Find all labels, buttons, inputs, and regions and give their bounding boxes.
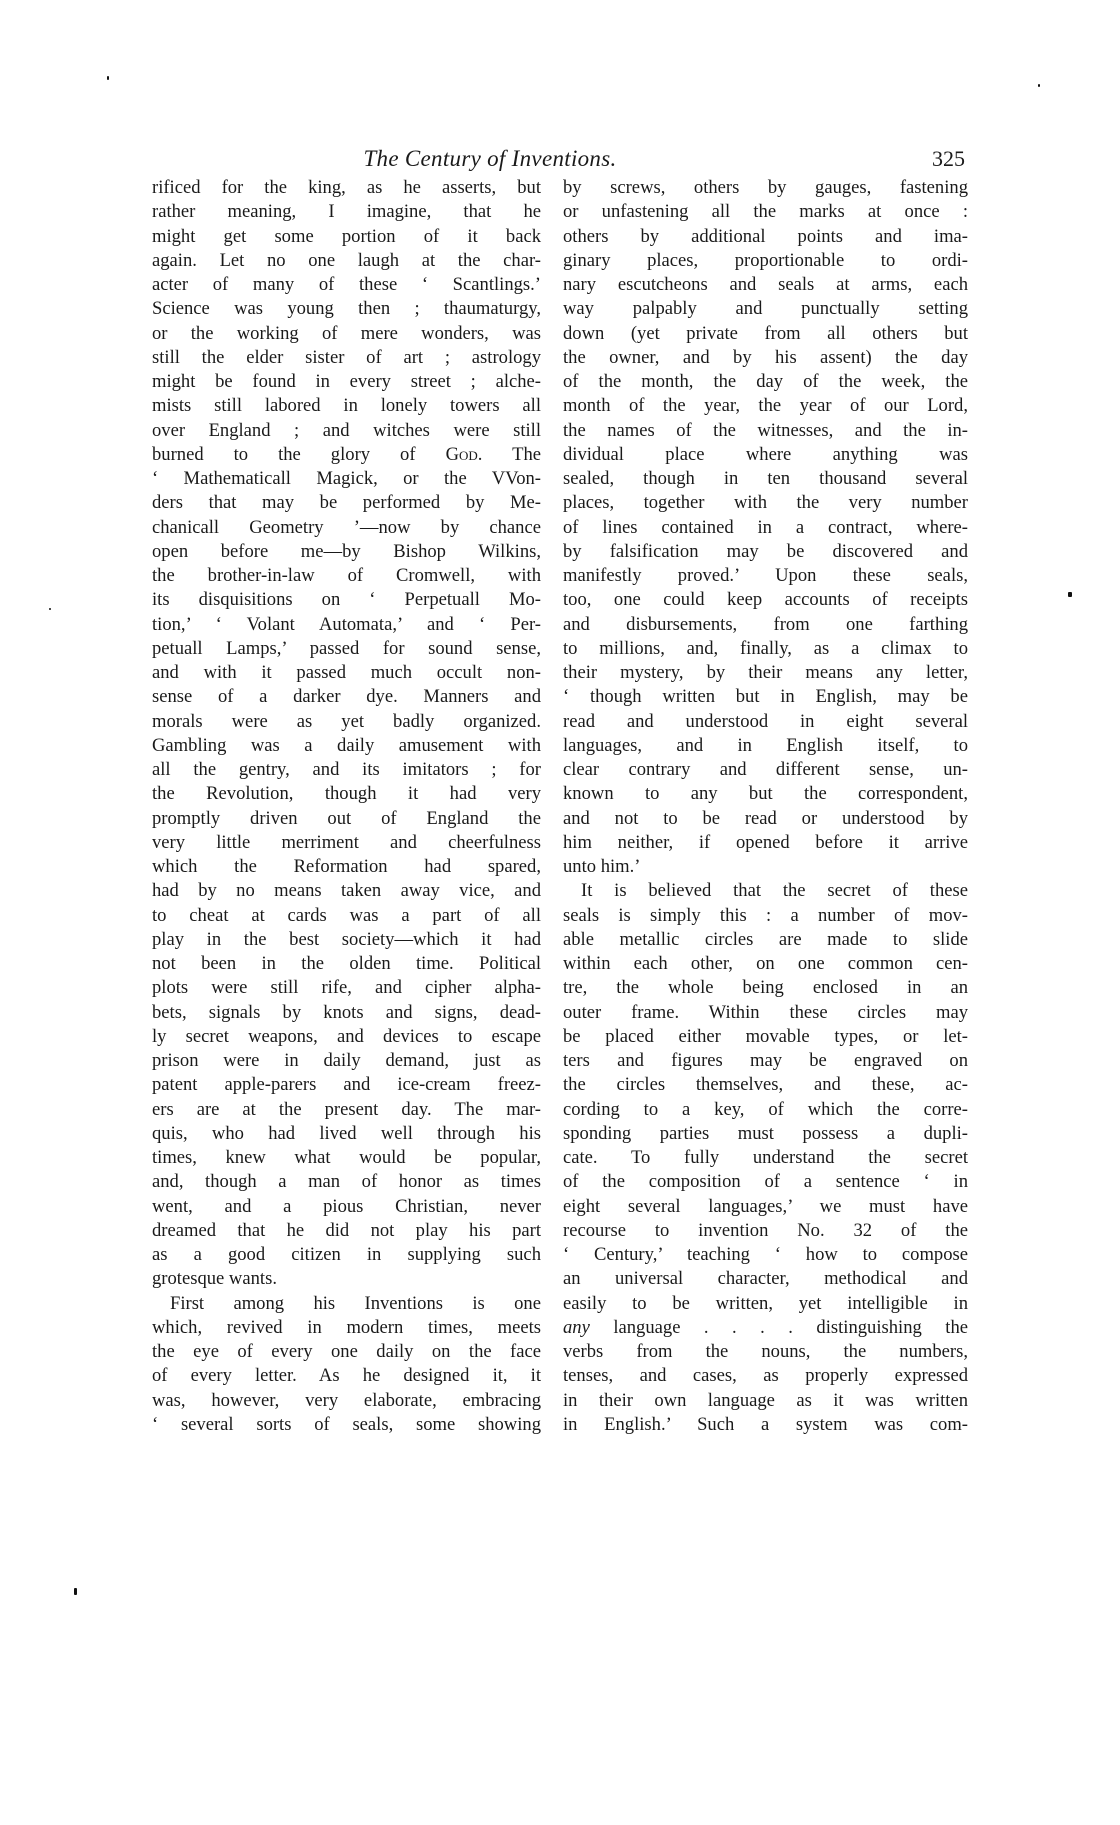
text-line: the Revolution, though it had very: [152, 783, 541, 805]
text-line: clear contrary and different sense, un-: [563, 759, 968, 780]
text-line: open before me—by Bishop Wilkins,: [152, 540, 541, 562]
text-line: morals were as yet badly organized.: [152, 710, 541, 732]
text-line: Science was young then ; thaumaturgy,: [152, 298, 541, 320]
text-line: way palpably and punctually setting: [563, 298, 968, 320]
text-line: ‘ several sorts of seals, some showing: [152, 1413, 541, 1435]
text-line: recourse to invention No. 32 of the: [563, 1219, 968, 1241]
text-line: burned to the glory of God. The: [152, 443, 542, 465]
text-line: too, one could keep accounts of receipts: [563, 589, 968, 611]
text-line: seals is simply this : a number of mov-: [563, 904, 968, 926]
text-line: languages, and in English itself, to: [563, 734, 968, 756]
text-line: and disbursements, from one farthing: [563, 613, 968, 635]
text-line: very little merriment and cheerfulness: [152, 831, 541, 853]
text-line: and, though a man of honor as times: [152, 1171, 541, 1193]
text-line: ly secret weapons, and devices to escape: [152, 1025, 541, 1047]
text-line: him neither, if opened before it arrive: [563, 831, 968, 853]
text-line: patent apple-parers and ice-cream freez-: [152, 1074, 541, 1096]
text-line: rather meaning, I imagine, that he: [152, 201, 541, 223]
text-line: the owner, and by his assent) the day: [563, 346, 968, 368]
text-line: was, however, very elaborate, embracing: [152, 1389, 541, 1411]
text-line: all the gentry, and its imitators ; for: [152, 759, 541, 780]
text-line: tenses, and cases, as properly expressed: [563, 1365, 968, 1387]
text-line: be placed either movable types, or let-: [563, 1025, 968, 1047]
text-line: its disquisitions on ‘ Perpetuall Mo-: [152, 589, 541, 611]
text-line: and not to be read or understood by: [563, 807, 968, 829]
text-line: tre, the whole being enclosed in an: [563, 977, 968, 999]
text-line: tion,’ ‘ Volant Automata,’ and ‘ Per-: [152, 613, 541, 635]
text-line: sponding parties must possess a dupli-: [563, 1122, 968, 1144]
text-line: the eye of every one daily on the face: [152, 1341, 541, 1362]
text-line: month of the year, the year of our Lord,: [563, 395, 968, 417]
text-line: which, revived in modern times, meets: [152, 1316, 541, 1338]
text-line: the brother-in-law of Cromwell, with: [152, 565, 541, 586]
text-line: in English.’ Such a system was com-: [563, 1413, 968, 1435]
text-line: and with it passed much occult non-: [152, 662, 541, 683]
text-line: within each other, on one common cen-: [563, 953, 968, 974]
text-line: of the month, the day of the week, the: [563, 371, 968, 392]
text-line: manifestly proved.’ Upon these seals,: [563, 565, 968, 586]
text-line: had by no means taken away vice, and: [152, 880, 541, 902]
text-line: grotesque wants.: [152, 1268, 277, 1290]
text-line: again. Let no one laugh at the char-: [152, 249, 541, 271]
text-line: ‘ Century,’ teaching ‘ how to compose: [563, 1244, 968, 1265]
text-line: might get some portion of it back: [152, 225, 541, 247]
text-line: still the elder sister of art ; astrology: [152, 346, 541, 368]
text-line: ers are at the present day. The mar-: [152, 1098, 541, 1120]
text-line: the names of the witnesses, and the in-: [563, 419, 968, 441]
text-line: acter of many of these ‘ Scantlings.’: [152, 274, 541, 295]
text-line: in their own language as it was written: [563, 1389, 968, 1411]
text-line: bets, signals by knots and signs, dead-: [152, 1001, 541, 1023]
text-line: by screws, others by gauges, fastening: [563, 177, 968, 198]
text-line: of every letter. As he designed it, it: [152, 1365, 541, 1387]
text-line: chanicall Geometry ’—now by chance: [152, 516, 541, 538]
text-line: ginary places, proportionable to ordi-: [563, 249, 968, 271]
text-line: ters and figures may be engraved on: [563, 1050, 968, 1071]
text-line: promptly driven out of England the: [152, 807, 541, 829]
text-line: ders that may be performed by Me-: [152, 492, 541, 514]
text-line: quis, who had lived well through his: [152, 1122, 541, 1144]
page-number: 325: [932, 146, 965, 171]
running-title: The Century of Inventions.: [363, 146, 617, 171]
text-line: read and understood in eight several: [563, 710, 968, 732]
text-line: places, together with the very number: [563, 492, 968, 514]
text-line: sealed, though in ten thousand several: [563, 468, 968, 489]
text-line: unto him.’: [563, 856, 641, 877]
text-line: rificed for the king, as he asserts, but: [152, 177, 541, 198]
text-line: mists still labored in lonely towers all: [152, 395, 541, 417]
scan-speck: [1068, 592, 1072, 597]
text-line: others by additional points and ima-: [563, 225, 968, 247]
text-line: of the composition of a sentence ‘ in: [563, 1171, 968, 1193]
running-header: [150, 146, 965, 176]
text-line: went, and a pious Christian, never: [152, 1195, 541, 1217]
text-line: outer frame. Within these circles may: [563, 1001, 968, 1023]
right-column: [563, 176, 968, 1437]
text-line: down (yet private from all others but: [563, 322, 968, 344]
text-line: Gambling was a daily amusement with: [152, 734, 541, 756]
small-caps-word: God: [445, 443, 478, 465]
text-line: an universal character, methodical and: [563, 1268, 968, 1290]
text-line: It is believed that the secret of these: [581, 880, 968, 902]
text-line: ‘ Mathematicall Magick, or the VVon-: [152, 468, 541, 489]
text-line: cording to a key, of which the corre-: [563, 1098, 968, 1120]
text-line: as a good citizen in supplying such: [152, 1244, 541, 1265]
text-line: nary escutcheons and seals at arms, each: [563, 274, 968, 295]
text-line: of lines contained in a contract, where-: [563, 516, 968, 538]
text-line: any language . . . . distinguishing the: [563, 1316, 968, 1338]
text-line: not been in the olden time. Political: [152, 953, 541, 974]
text-line: known to any but the correspondent,: [563, 783, 968, 805]
text-line: able metallic circles are made to slide: [563, 928, 968, 950]
text-line: might be found in every street ; alche-: [152, 371, 541, 392]
scan-speck: [107, 76, 109, 80]
text-line: or the working of mere wonders, was: [152, 322, 541, 344]
text-line: over England ; and witches were still: [152, 419, 541, 441]
text-line: to millions, and, finally, as a climax to: [563, 637, 968, 659]
text-line: dividual place where anything was: [563, 443, 968, 465]
text-line: to cheat at cards was a part of all: [152, 904, 541, 926]
text-line: their mystery, by their means any letter,: [563, 662, 968, 683]
text-line: petuall Lamps,’ passed for sound sense,: [152, 637, 541, 659]
text-line: or unfastening all the marks at once :: [563, 201, 968, 223]
text-line: ‘ though written but in English, may be: [563, 686, 968, 708]
text-line: plots were still rife, and cipher alpha-: [152, 977, 541, 999]
text-line: sense of a darker dye. Manners and: [152, 686, 541, 708]
left-column: [152, 176, 541, 1437]
text-line: verbs from the nouns, the numbers,: [563, 1341, 968, 1362]
text-line: First among his Inventions is one: [170, 1292, 541, 1314]
scan-speck: [74, 1588, 77, 1595]
scan-speck: [1038, 84, 1040, 87]
text-line: times, knew what would be popular,: [152, 1147, 541, 1168]
scan-speck: [49, 608, 51, 610]
text-line: cate. To fully understand the secret: [563, 1147, 968, 1168]
text-line: the circles themselves, and these, ac-: [563, 1074, 968, 1096]
text-line: which the Reformation had spared,: [152, 856, 541, 877]
text-line: eight several languages,’ we must have: [563, 1195, 968, 1217]
text-line: play in the best society—which it had: [152, 928, 541, 950]
text-line: dreamed that he did not play his part: [152, 1219, 541, 1241]
italic-word: any: [563, 1316, 590, 1338]
text-line: by falsification may be discovered and: [563, 540, 968, 562]
text-line: easily to be written, yet intelligible in: [563, 1292, 968, 1314]
text-line: prison were in daily demand, just as: [152, 1050, 541, 1071]
